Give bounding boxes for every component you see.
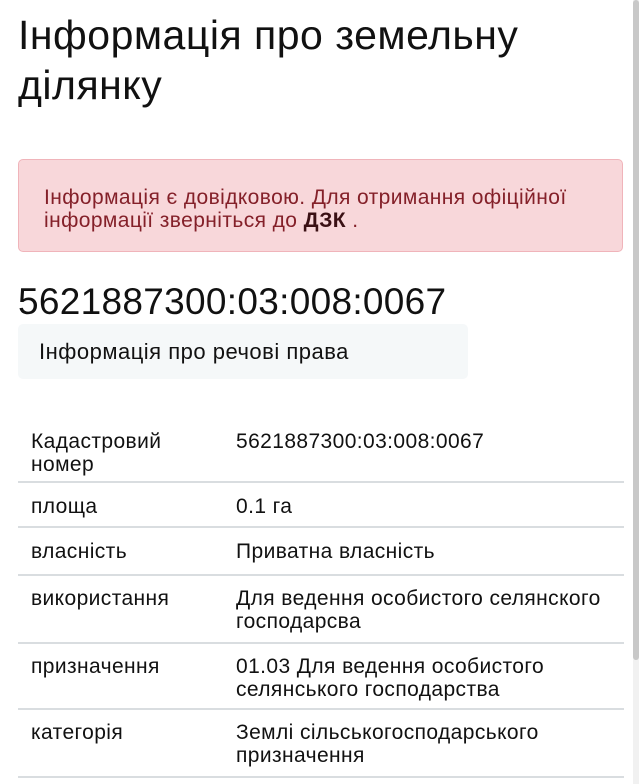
row-label: власність	[31, 540, 128, 563]
alert-text-end: .	[345, 209, 359, 232]
page-title: Інформація про земельну ділянку	[18, 12, 519, 108]
tab-property-rights[interactable]: Інформація про речові права	[18, 324, 468, 379]
row-label: площа	[31, 495, 98, 518]
row-value: Землі сільськогосподарського призначення	[236, 721, 539, 767]
scrollbar-thumb[interactable]	[633, 0, 639, 660]
row-label: використання	[31, 587, 170, 610]
row-label: призначення	[31, 655, 160, 678]
info-alert	[18, 159, 623, 252]
row-label: Кадастровий номер	[31, 430, 162, 476]
dzk-link[interactable]: ДЗК	[303, 209, 346, 232]
row-value: Для ведення особистого селянского господарсва	[236, 587, 601, 633]
row-value: 01.03 Для ведення особистого селянського господарства	[236, 655, 545, 701]
table-row	[18, 710, 624, 778]
cadastral-number-heading: 5621887300:03:008:0067	[18, 281, 447, 322]
page-scrollbar[interactable]	[633, 0, 639, 784]
row-value: Приватна власність	[236, 540, 435, 563]
table-row	[18, 576, 624, 644]
table-row	[18, 483, 624, 528]
row-label: категорія	[31, 721, 124, 744]
row-value: 0.1 га	[236, 495, 293, 518]
table-row	[18, 644, 624, 710]
table-row	[18, 416, 624, 483]
alert-text: Інформація є довідковою. Для отримання офіційної інформації зверніться до	[44, 186, 567, 232]
row-value: 5621887300:03:008:0067	[236, 430, 485, 453]
table-row	[18, 528, 624, 576]
parcel-details-table	[18, 416, 624, 778]
